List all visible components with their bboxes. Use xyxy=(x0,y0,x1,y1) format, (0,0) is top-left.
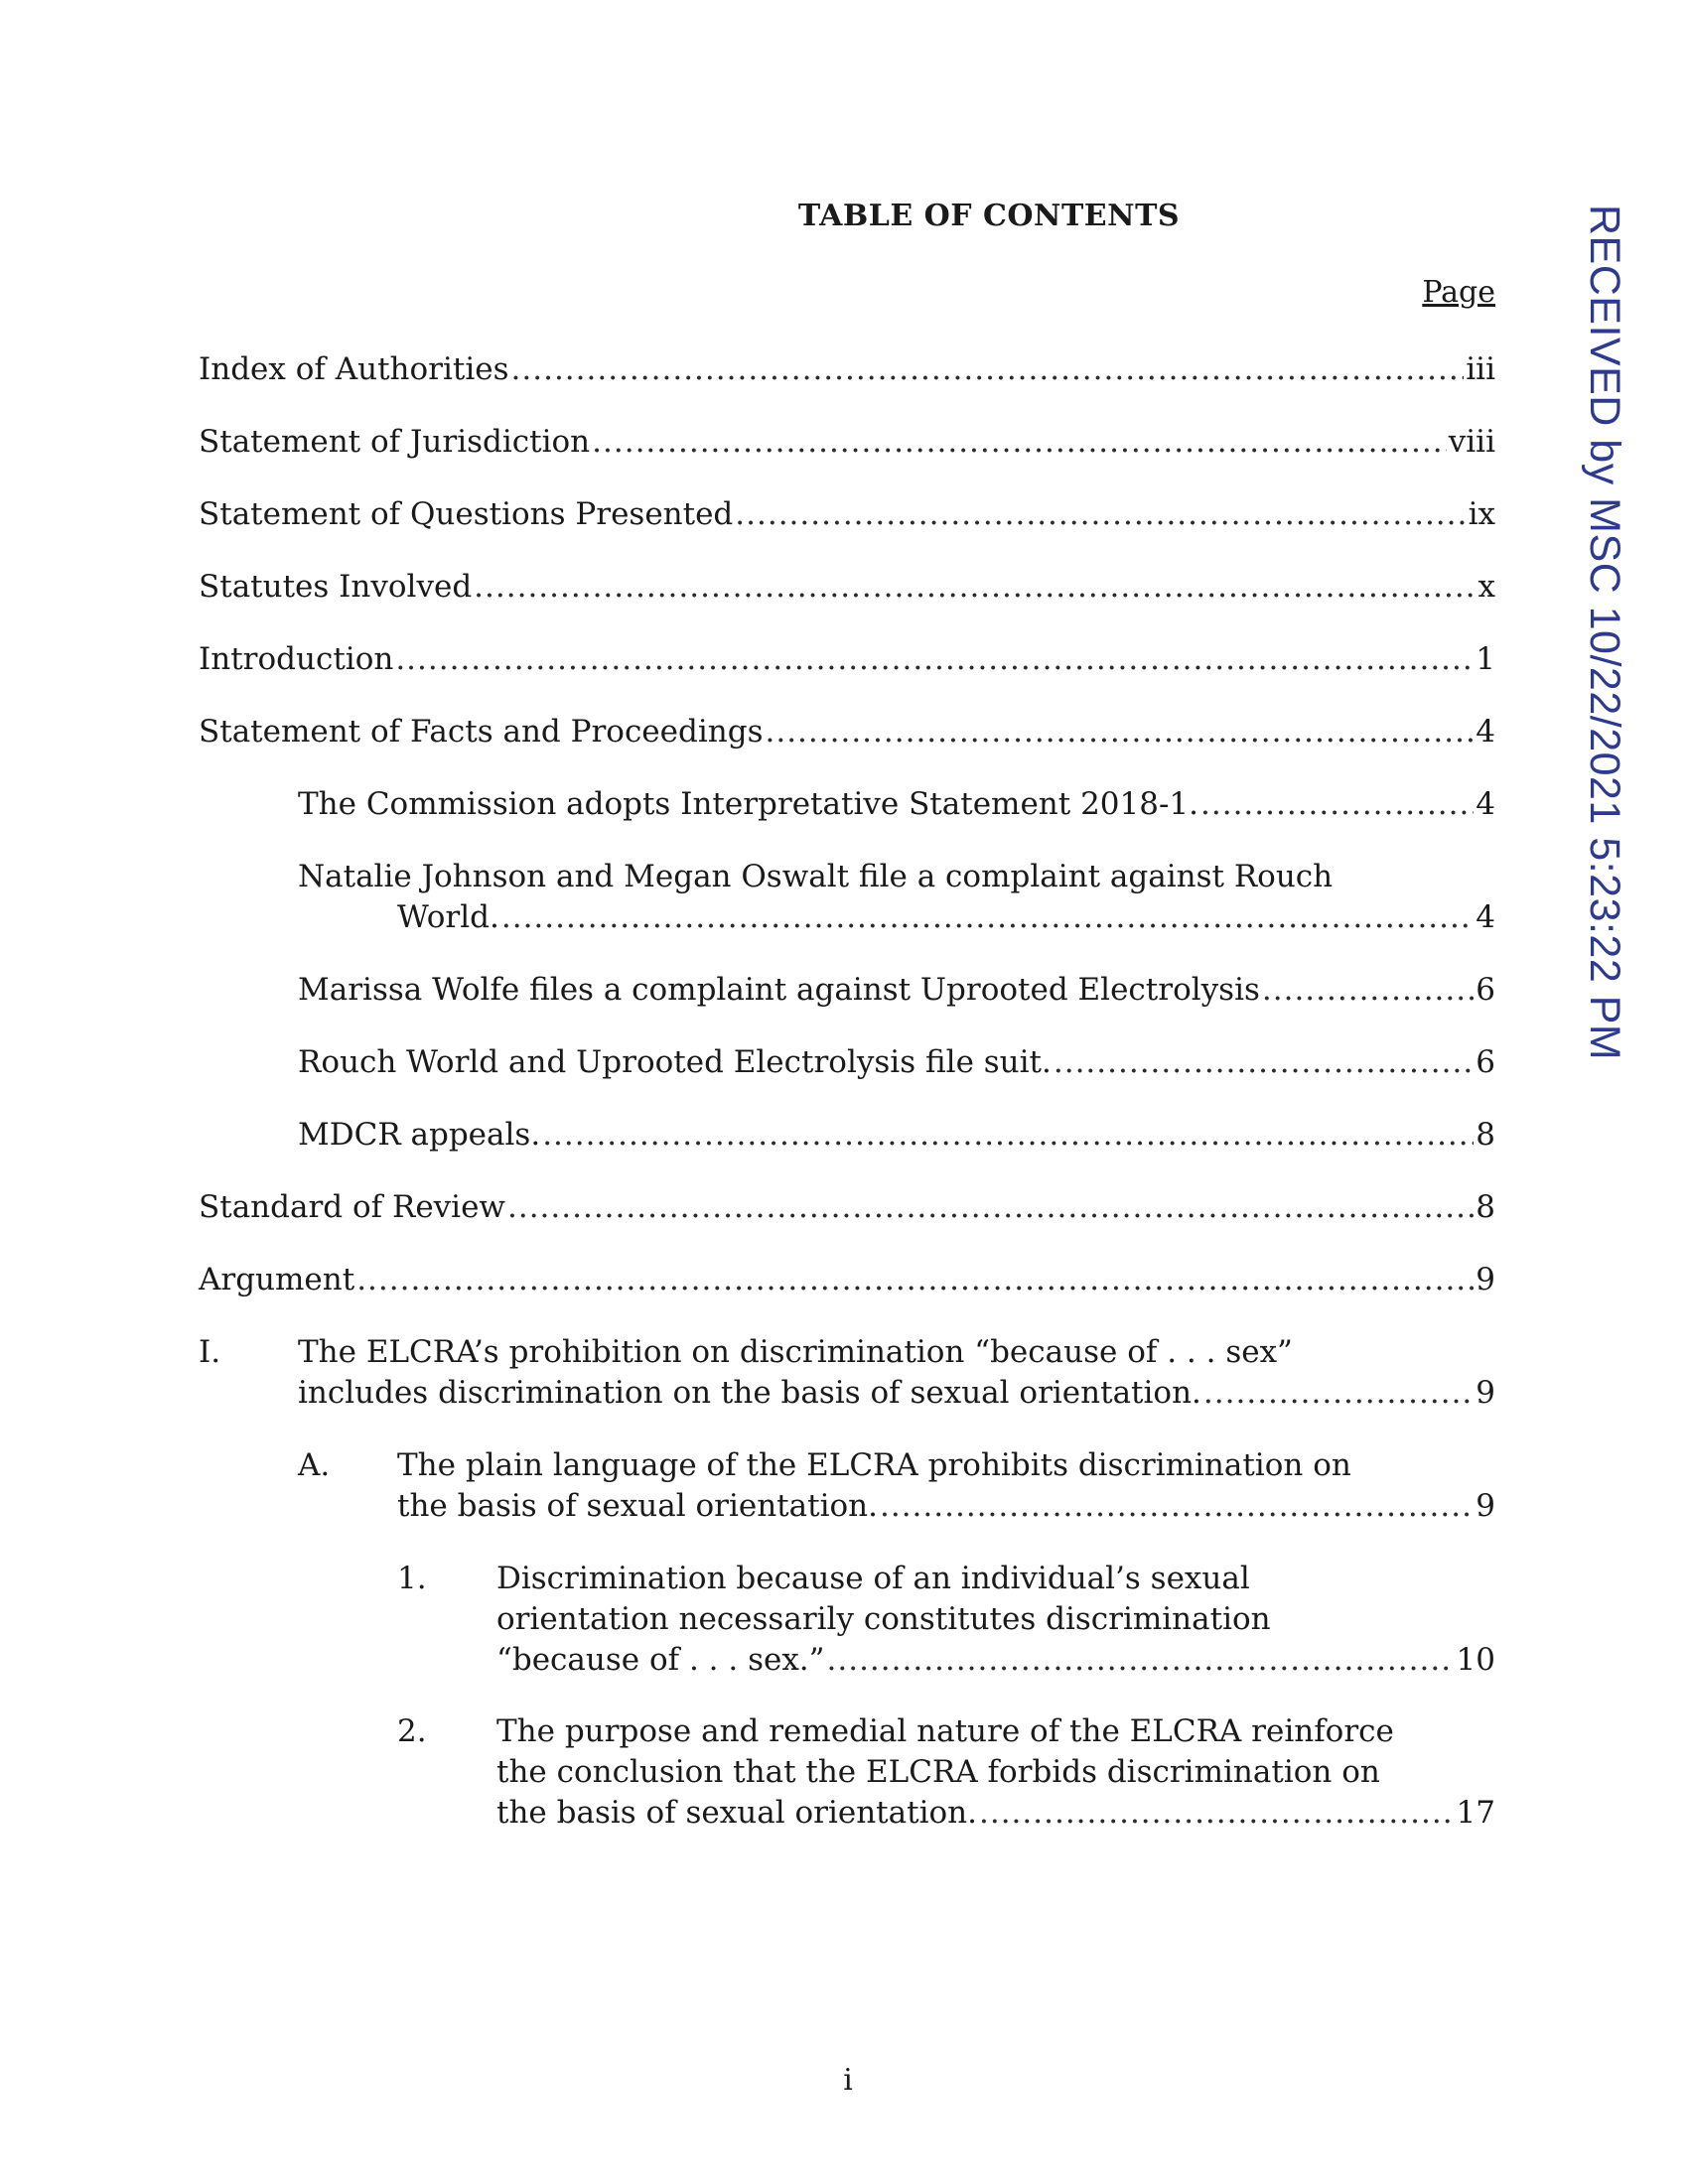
dot-leader xyxy=(395,639,1474,680)
toc-entry-label: Introduction xyxy=(199,641,394,677)
toc-subentry[interactable] xyxy=(298,1115,1495,1156)
received-stamp: RECEIVED by MSC 10/22/2021 5:23:22 PM xyxy=(1581,205,1628,1061)
toc-entry-marker: 1. xyxy=(397,1561,427,1596)
toc-section-entry[interactable] xyxy=(298,1332,1495,1414)
dot-leader xyxy=(501,897,1474,938)
toc-entry-label-line: Natalie Johnson and Megan Oswalt file a complaint against Rouch xyxy=(298,859,1334,894)
toc-subentry[interactable] xyxy=(298,784,1495,825)
dot-leader xyxy=(827,1640,1455,1681)
toc-entry-page: 4 xyxy=(1476,899,1495,935)
toc-entry-page: x xyxy=(1477,569,1495,605)
toc-subentry[interactable] xyxy=(298,970,1495,1011)
toc-entry-page: 6 xyxy=(1476,1044,1495,1080)
dot-leader xyxy=(1203,1373,1474,1414)
toc-entry-label-line: The ELCRA’s prohibition on discrimination “because of . . . sex” xyxy=(298,1334,1293,1370)
toc-entry[interactable] xyxy=(199,349,1495,390)
toc-entry-label: Statement of Jurisdiction xyxy=(199,424,591,460)
toc-entry-label-line: The purpose and remedial nature of the ELCRA reinforce xyxy=(496,1713,1394,1749)
toc-entry[interactable] xyxy=(199,567,1495,608)
toc-entry-page: 10 xyxy=(1456,1642,1495,1678)
toc-entry-marker: I. xyxy=(199,1334,221,1370)
toc-subentry[interactable] xyxy=(298,1042,1495,1083)
toc-entry[interactable] xyxy=(199,639,1495,680)
dot-leader xyxy=(474,567,1476,608)
toc-entry-label-line: Discrimination because of an individual’s sexual xyxy=(496,1561,1250,1596)
dot-leader xyxy=(1054,1042,1474,1083)
toc-entry-page: 8 xyxy=(1476,1117,1495,1153)
toc-entry-page: 1 xyxy=(1476,641,1495,677)
toc-entry-label-line: The plain language of the ELCRA prohibits discrimination on xyxy=(397,1447,1351,1483)
toc-entry-label: Statement of Questions Presented xyxy=(199,496,734,532)
toc-entry-page: 9 xyxy=(1476,1262,1495,1297)
dot-leader xyxy=(765,712,1474,752)
dot-leader xyxy=(735,494,1466,535)
toc-subsection-entry[interactable] xyxy=(397,1445,1495,1527)
toc-entry-label: Statement of Facts and Proceedings xyxy=(199,714,764,750)
dot-leader xyxy=(542,1115,1474,1156)
toc-entry-label-line: World. xyxy=(397,899,499,935)
toc-entry-page: 9 xyxy=(1476,1375,1495,1411)
dot-leader xyxy=(880,1486,1474,1527)
toc-entry-page: 9 xyxy=(1476,1488,1495,1524)
toc-entry-label-line: the basis of sexual orientation. xyxy=(496,1795,977,1831)
toc-entry[interactable] xyxy=(199,712,1495,752)
toc-entry-page: viii xyxy=(1448,424,1495,460)
toc-entry-label-line: the conclusion that the ELCRA forbids discrimination on xyxy=(496,1754,1380,1790)
toc-entry-page: 4 xyxy=(1476,786,1495,822)
toc-entry-label: Statutes Involved xyxy=(199,569,473,605)
dot-leader xyxy=(511,349,1465,390)
toc-entry-label-line: includes discrimination on the basis of sexual orientation. xyxy=(298,1375,1201,1411)
dot-leader xyxy=(592,422,1447,463)
toc-entry[interactable] xyxy=(199,1187,1495,1228)
toc-entry-page: 8 xyxy=(1476,1189,1495,1225)
dot-leader xyxy=(1200,784,1474,825)
toc-entry[interactable] xyxy=(199,494,1495,535)
toc-entry-page: 17 xyxy=(1456,1795,1495,1831)
toc-subsubsection-entry[interactable] xyxy=(496,1711,1495,1834)
page-number: i xyxy=(843,2063,853,2098)
toc-entry-label: Rouch World and Uprooted Electrolysis file suit. xyxy=(298,1044,1052,1080)
toc-entry-label: Standard of Review xyxy=(199,1189,505,1225)
toc-entry-label: MDCR appeals. xyxy=(298,1117,541,1153)
toc-entry-page: ix xyxy=(1468,496,1495,532)
toc-subsubsection-entry[interactable] xyxy=(496,1559,1495,1681)
toc-entry-label: The Commission adopts Interpretative Statement 2018-1. xyxy=(298,786,1199,822)
toc-subentry[interactable] xyxy=(298,857,1495,938)
toc-entry-label-line: the basis of sexual orientation. xyxy=(397,1488,878,1524)
toc-entry-label-line: “because of . . . sex.” xyxy=(496,1642,825,1678)
dot-leader xyxy=(1262,970,1474,1011)
toc-entry-label: Argument xyxy=(199,1262,355,1297)
toc-entry[interactable] xyxy=(199,422,1495,463)
toc-entry-label-line: orientation necessarily constitutes discrimination xyxy=(496,1601,1271,1637)
page-column-heading: Page xyxy=(1422,275,1495,310)
toc-entry-marker: 2. xyxy=(397,1713,427,1749)
toc-entry-label: Marissa Wolfe files a complaint against Uprooted Electrolysis xyxy=(298,972,1260,1008)
toc-entry-page: 6 xyxy=(1476,972,1495,1008)
dot-leader xyxy=(356,1260,1474,1300)
dot-leader xyxy=(979,1793,1455,1834)
toc-entry-marker: A. xyxy=(298,1447,331,1483)
toc-entry-label: Index of Authorities xyxy=(199,351,509,387)
toc-entry[interactable] xyxy=(199,1260,1495,1300)
toc-title: TABLE OF CONTENTS xyxy=(797,199,1181,233)
toc-entry-page: iii xyxy=(1466,351,1495,387)
toc-entry-page: 4 xyxy=(1476,714,1495,750)
dot-leader xyxy=(507,1187,1474,1228)
